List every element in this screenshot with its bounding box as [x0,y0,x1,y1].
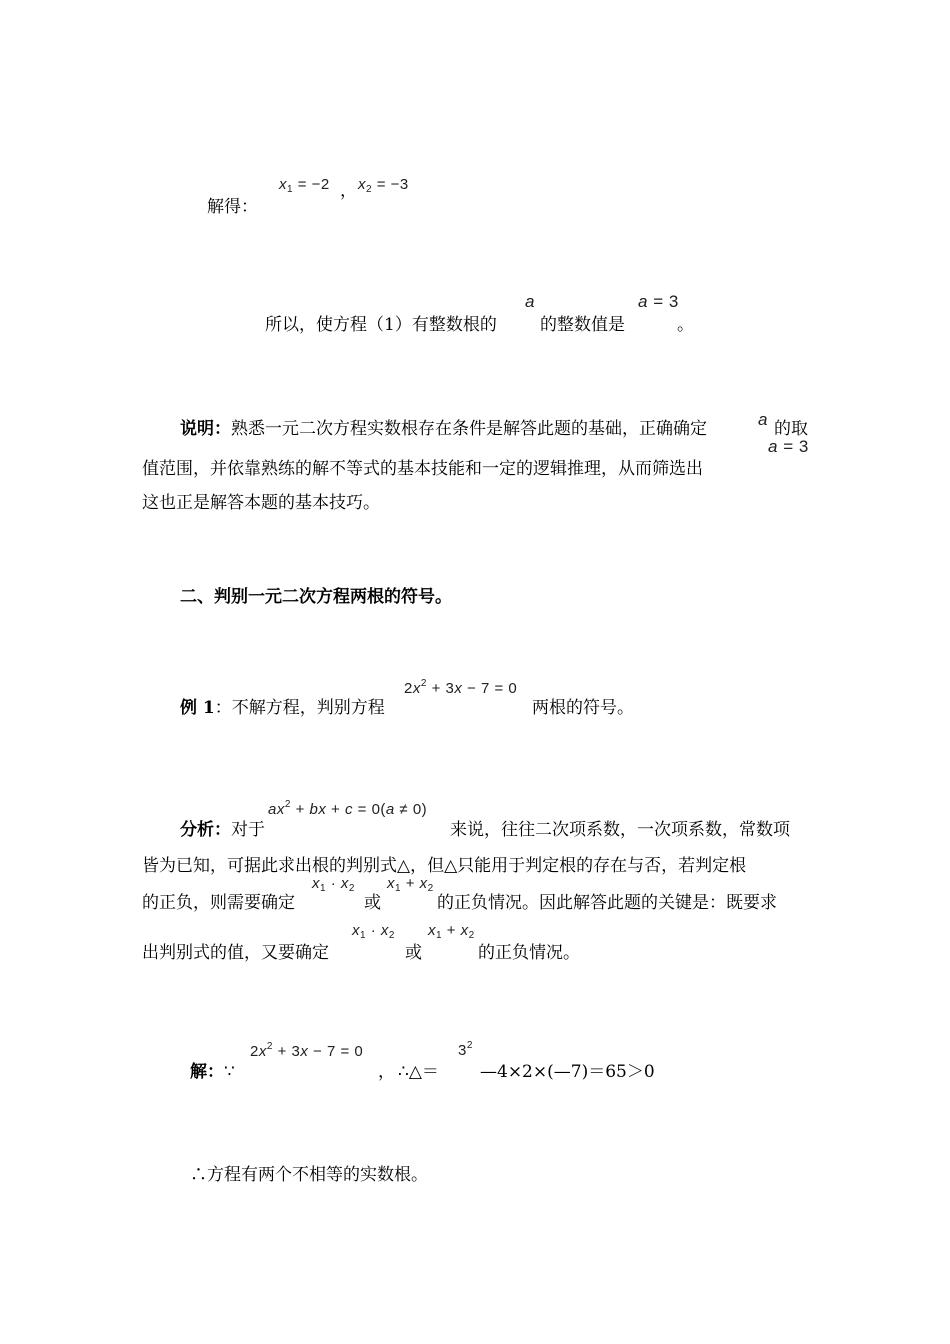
note-line1-text: 熟悉一元二次方程实数根存在条件是解答此题的基础，正确确定 [231,419,707,439]
analysis-line3-a: 的正负，则需要确定 [142,893,295,913]
analysis-line4-b: 的正负情况。 [478,943,580,963]
analysis-line1-a: 对于 [231,820,265,840]
note-label: 说明 [180,419,214,439]
note-line-3: 这也正是解答本题的基本技巧。 [142,493,380,513]
solve-root-2: $x_2 = -3$ [358,176,409,195]
note-line-1 [180,414,707,439]
analysis-or-1: 或 [364,893,381,913]
conclusion-end: 。 [677,315,694,335]
analysis-product-1: $x_1 \cdot x_2$ [312,875,355,894]
analysis-colon: ： [214,820,231,840]
example-line [180,693,385,718]
solution-colon: ： [207,1062,224,1082]
analysis-label: 分析 [180,820,214,840]
analysis-sum-1: $x_1 + x_2$ [387,875,434,894]
final-conclusion: ∴方程有两个不相等的实数根。 [190,1165,428,1185]
solution-power: $3^2$ [458,1040,473,1059]
section-heading [180,582,452,607]
conclusion-prefix: 所以，使方程（1）有整数根的 [265,315,497,335]
note-line-2: 值范围，并依靠熟练的解不等式的基本技能和一定的逻辑推理，从而筛选出 [142,459,703,479]
solution-line [190,1057,235,1082]
analysis-or-2: 或 [405,943,422,963]
solve-root-1: $x_1 = -2$ [279,176,330,195]
analysis-line-2: 皆为已知，可据此求出根的判别式△，但△只能用于判定根的存在与否，若判定根 [142,856,747,876]
solution-therefore: ∴△＝ [398,1062,439,1082]
note-value: a = 3 [768,437,809,456]
analysis-line-1 [180,815,265,840]
example-label: 例 1 [180,698,215,718]
analysis-line1-b: 来说，往往二次项系数，一次项系数，常数项 [450,820,790,840]
analysis-general-equation: $ax^2$ + bx + c = 0(a ≠ 0) [268,799,428,818]
note-colon: ： [214,419,231,439]
solution-equation: $2x^2 + 3x - 7 = 0$ [250,1041,364,1060]
solution-calc: —4×2×(—7)＝65＞0 [480,1062,655,1082]
analysis-line3-b: 的正负情况。因此解答此题的关键是：既要求 [437,893,777,913]
solve-comma: ， [340,181,357,201]
example-equation: $2x^2 + 3x - 7 = 0$ [404,678,518,697]
example-text-1: 不解方程，判别方程 [231,698,385,718]
example-text-2: 两根的符号。 [532,698,634,718]
solution-comma: ， [378,1062,395,1082]
analysis-line4-a: 出判别式的值，又要确定 [142,943,329,963]
conclusion-middle: 的整数值是 [540,315,625,335]
because-symbol: ∵ [224,1062,235,1082]
note-line1-tail: 的取 [774,419,808,439]
conclusion-var-a: a [525,292,535,311]
analysis-sum-2: $x_1 + x_2$ [428,922,475,941]
analysis-product-2: $x_1 \cdot x_2$ [352,922,395,941]
note-var-a: a [758,410,768,429]
solution-label: 解 [190,1062,207,1082]
section-heading-text: 二、判别一元二次方程两根的符号。 [180,587,452,607]
solve-label: 解得： [207,197,258,217]
example-colon: ： [214,698,232,718]
conclusion-value: a = 3 [638,292,679,311]
